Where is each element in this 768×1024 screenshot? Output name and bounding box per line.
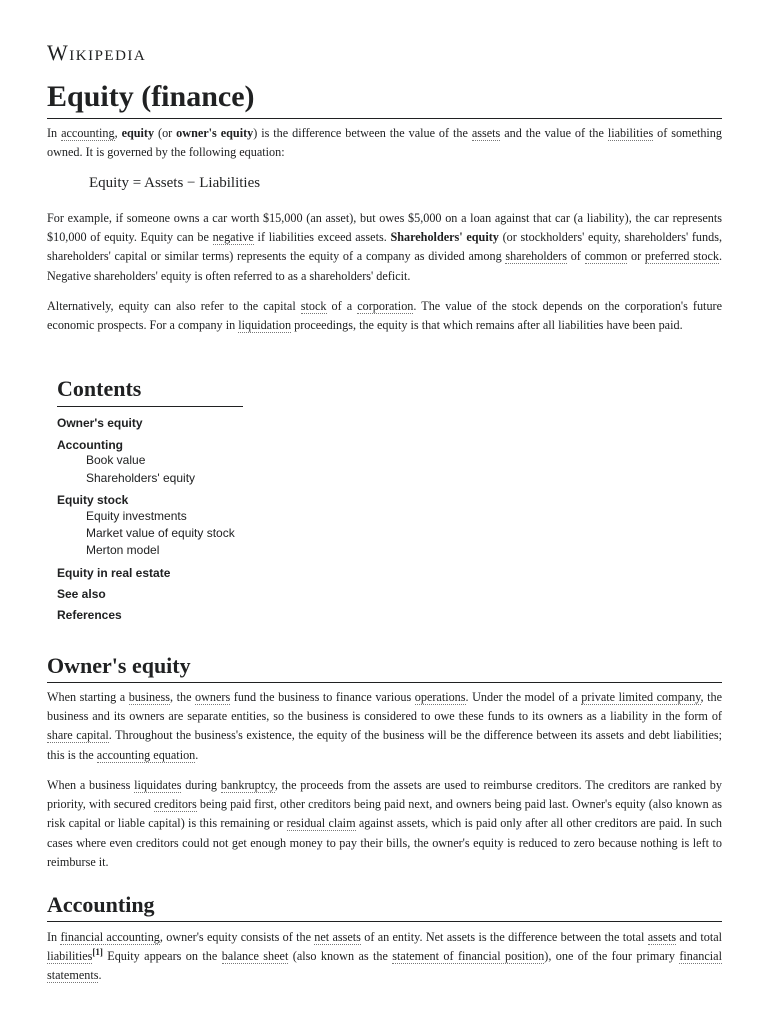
intro-paragraph-1 [47,124,722,162]
text-run: (or stockholders' equity, shareholders' funds, shareholders' capital or similar terms) represents the equity of a company as divided among [47,230,722,264]
text-run: of an entity. Net assets is the difference between the total [360,930,648,944]
text-run: , the business and its owners are separate entities, so the business is considered to owe these funds to its owners as a liability in the form of [47,690,722,724]
inline-link[interactable]: balance sheet [221,949,289,964]
inline-link[interactable]: stock [300,299,327,313]
text-run: . Under the model of a [465,690,582,704]
text-run: When a business [47,778,135,792]
inline-link[interactable]: liquidation [238,318,292,333]
text-run: and total [676,930,723,944]
text-run: of [566,249,585,264]
text-run: if liabilities exceed assets. [253,230,391,245]
text-run: , the proceeds from the assets are used to reimburse creditors. The creditors are ranked by priority, with secured [47,778,722,812]
accounting-paragraph-1 [47,928,722,986]
text-run: or [627,249,645,264]
inline-link[interactable]: liabilities [47,949,93,964]
text-run: . Throughout the business's existence, the equity of the business will be the difference between its assets and debt liabilities; this is the [47,728,722,762]
inline-link[interactable]: private limited company [581,690,701,704]
text-run: and the value of the [500,126,608,140]
inline-link[interactable]: accounting equation [96,747,196,762]
inline-link[interactable]: common [584,249,628,264]
text-run: against assets, which is paid only after all other creditors are paid. In such cases where even creditors could not get enough money to pay their bills, the owner's equity is reduced to zero because nothing is left to reimburse it. [47,816,723,869]
intro-paragraph-3 [47,297,722,335]
owners-equity-paragraph-2 [47,776,722,872]
toc-item-equity-investments[interactable]: Equity investments [86,509,187,523]
toc-item-shareholders-equity[interactable]: Shareholders' equity [86,471,196,485]
text-run: For example, if someone owns a car worth $15,000 (an asset), but owes $5,000 on a loan against that car (a liability), the car represents $10,000 of equity. Equity can be [47,211,722,245]
inline-link[interactable]: bankruptcy [220,778,275,792]
text-run: In [47,126,62,140]
toc-item-book-value[interactable]: Book value [86,453,146,467]
inline-link[interactable]: owners [195,690,231,704]
inline-link[interactable]: negative [212,230,254,245]
inline-link[interactable]: financial statements [47,949,722,983]
inline-link[interactable]: net assets [314,930,361,944]
intro-paragraph-2 [47,209,722,286]
bold-term: Shareholders' equity [390,230,499,245]
text-run: . The value of the stock depends on the corporation's future economic prospects. For a company in [47,299,723,333]
text-run: of something owned. It is governed by the following equation: [47,126,722,160]
toc-item-market-value[interactable]: Market value of equity stock [86,526,235,540]
inline-link[interactable]: corporation [357,299,414,313]
toc-item-merton-model[interactable]: Merton model [86,543,160,557]
text-run: (also known as the [288,949,393,964]
text-run: , the [170,690,196,704]
table-of-contents [57,376,243,622]
text-run: during [181,778,221,792]
text-run: When starting a [47,690,129,704]
inline-link[interactable]: financial accounting [60,930,160,944]
text-run: of a [326,299,358,313]
inline-link[interactable]: shareholders [505,249,567,264]
inline-link[interactable]: liquidates [134,778,182,792]
inline-link[interactable]: business [128,690,170,704]
text-run: Alternatively, equity can also refer to the capital [47,299,301,313]
inline-link[interactable]: preferred stock [644,249,719,264]
inline-link[interactable]: assets [647,930,677,944]
text-run: , owner's equity consists of the [159,930,315,944]
bold-term: owner's equity [176,126,254,140]
text-run: , [114,126,122,140]
text-run: (or [154,126,177,140]
inline-link[interactable]: residual claim [286,816,356,831]
inline-link[interactable]: liabilities [607,126,654,140]
inline-link[interactable]: assets [471,126,501,140]
equation: Equity = Assets − Liabilities [89,175,261,191]
text-run: In [47,930,61,944]
toc-item-equity-real-estate[interactable]: Equity in real estate [57,566,171,580]
text-run: ), one of the four primary [544,949,680,964]
toc-item-owners-equity[interactable]: Owner's equity [57,416,143,430]
heading-owners-equity: Owner's equity [47,652,722,683]
inline-link[interactable]: accounting [61,126,115,140]
text-run: ) is the difference between the value of the [253,126,472,140]
inline-link[interactable]: creditors [154,797,197,812]
text-run: being paid first, other creditors being paid next, and owners being paid last. Owner's equity (also known as risk capital or liable capital) is this remaining or [47,797,722,831]
toc-item-references[interactable]: References [57,608,122,622]
inline-link[interactable]: operations [414,690,466,704]
bold-term: equity [121,126,155,140]
toc-title: Contents [57,376,243,407]
citation-ref[interactable]: [1] [92,947,103,958]
toc-item-equity-stock[interactable]: Equity stock [57,493,129,507]
text-run: Equity appears on the [102,949,222,964]
inline-link[interactable]: statement of financial position [392,949,545,964]
text-run: fund the business to finance various [230,690,415,704]
owners-equity-paragraph-1 [47,688,722,765]
toc-item-accounting[interactable]: Accounting [57,438,123,452]
wikipedia-logo[interactable]: Wikipedia [47,40,147,65]
text-run: . Negative shareholders' equity is often referred to as a shareholders' deficit. [47,249,723,283]
inline-link[interactable]: share capital [47,728,109,743]
heading-accounting: Accounting [47,891,722,922]
page-title: Equity (finance) [47,78,722,119]
text-run: proceedings, the equity is that which remains after all liabilities have been paid. [291,318,683,333]
toc-item-see-also[interactable]: See also [57,587,106,601]
text-run: . [98,968,102,983]
text-run: . [195,747,199,762]
